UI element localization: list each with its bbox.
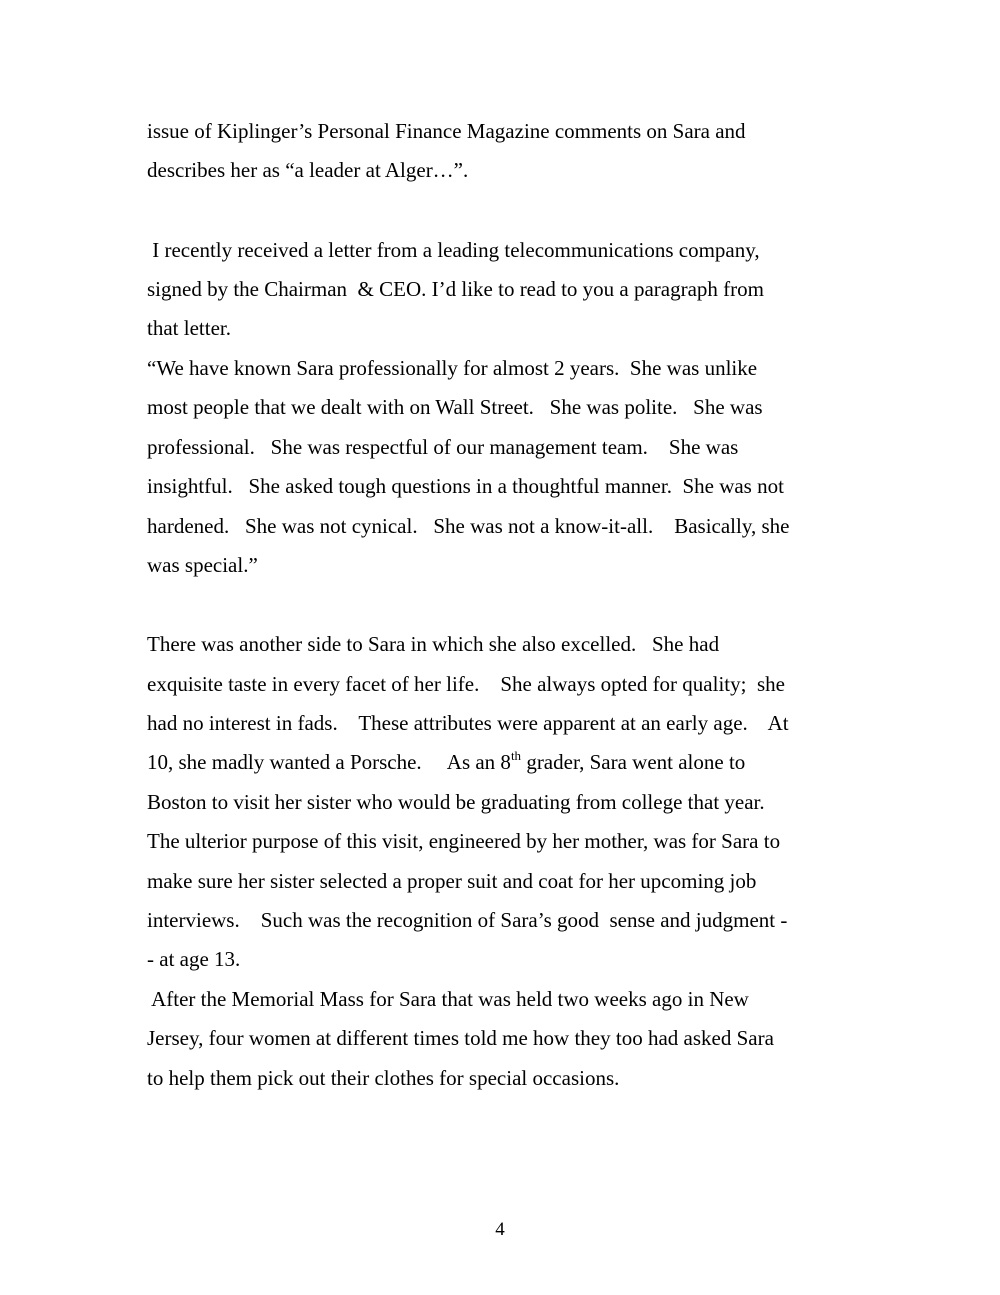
text-segment: grader, Sara went alone to	[521, 750, 746, 774]
text-line: - at age 13.	[147, 947, 241, 971]
text-line: Jersey, four women at different times told me how they too had asked Sara	[147, 1026, 774, 1050]
text-line: to help them pick out their clothes for special occasions.	[147, 1066, 620, 1090]
quote-line: was special.”	[147, 553, 258, 577]
superscript-ordinal: th	[510, 748, 522, 763]
quote-line: professional. She was respectful of our management team. She was	[147, 435, 739, 459]
quote-line: hardened. She was not cynical. She was not a know-it-all. Basically, she	[147, 514, 790, 538]
text-line: signed by the Chairman & CEO. I’d like to read to you a paragraph from	[147, 277, 764, 301]
text-line: Boston to visit her sister who would be graduating from college that year.	[147, 790, 765, 814]
text-line: that letter.	[147, 316, 231, 340]
quote-line: insightful. She asked tough questions in a thoughtful manner. She was not	[147, 474, 784, 498]
text-line: exquisite taste in every facet of her life. She always opted for quality; she	[147, 672, 785, 696]
text-line: interviews. Such was the recognition of Sara’s good sense and judgment -	[147, 908, 788, 932]
text-line	[147, 749, 745, 775]
text-line: I recently received a letter from a leading telecommunications company,	[147, 238, 760, 262]
text-line: After the Memorial Mass for Sara that was held two weeks ago in New	[147, 987, 749, 1011]
quote-line: “We have known Sara professionally for almost 2 years. She was unlike	[147, 356, 758, 380]
text-line: make sure her sister selected a proper suit and coat for her upcoming job	[147, 869, 757, 893]
text-line: describes her as “a leader at Alger…”.	[147, 158, 469, 182]
text-line: issue of Kiplinger’s Personal Finance Magazine comments on Sara and	[147, 119, 746, 143]
text-line: There was another side to Sara in which she also excelled. She had	[147, 632, 720, 656]
text-line: The ulterior purpose of this visit, engineered by her mother, was for Sara to	[147, 829, 781, 853]
page-number: 4	[495, 1219, 505, 1240]
quote-line: most people that we dealt with on Wall Street. She was polite. She was	[147, 395, 763, 419]
text-segment: 10, she madly wanted a Porsche. As an 8	[147, 750, 511, 774]
text-line: had no interest in fads. These attributes were apparent at an early age. At	[147, 711, 789, 735]
